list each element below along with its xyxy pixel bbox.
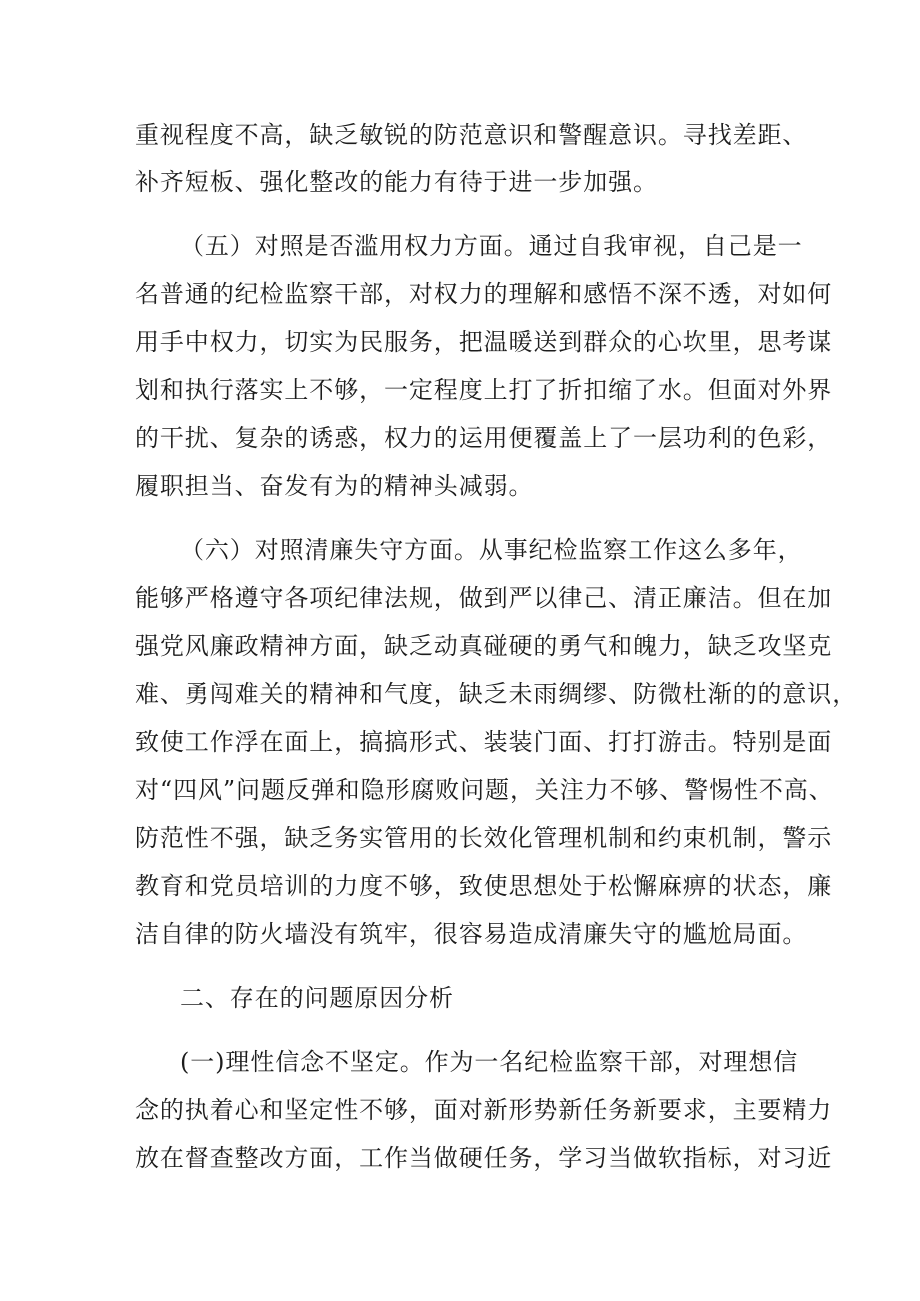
text-line: 对“四风”问题反弹和隐形腐败问题，关注力不够、警惕性不高、 bbox=[135, 776, 834, 804]
text-line: 名普通的纪检监察干部，对权力的理解和感悟不深不透，对如何 bbox=[135, 280, 833, 308]
paragraph-heading-line: (一)理性信念不坚定。作为一名纪检监察干部，对理想信 bbox=[180, 1048, 799, 1076]
text-line: 放在督查整改方面，工作当做硬任务，学习当做软指标，对习近 bbox=[135, 1144, 833, 1172]
paragraph-heading-line: （六）对照清廉失守方面。从事纪检监察工作这么多年， bbox=[180, 536, 803, 564]
text-line: 致使工作浮在面上，搞搞形式、装装门面、打打游击。特别是面 bbox=[135, 728, 833, 756]
text-line: 的干扰、复杂的诱惑，权力的运用便覆盖上了一层功利的色彩， bbox=[135, 424, 833, 452]
text-line: 重视程度不高，缺乏敏锐的防范意识和警醒意识。寻找差距、 bbox=[135, 121, 808, 149]
text-line: 防范性不强，缺乏务实管用的长效化管理机制和约束机制，警示 bbox=[135, 824, 833, 852]
text-line: 教育和党员培训的力度不够，致使思想处于松懈麻痹的状态，廉 bbox=[135, 872, 833, 900]
text-line: 划和执行落实上不够，一定程度上打了折扣缩了水。但面对外界 bbox=[135, 376, 833, 404]
text-line: 强党风廉政精神方面，缺乏动真碰硬的勇气和魄力，缺乏攻坚克 bbox=[135, 632, 833, 660]
text-line: 能够严格遵守各项纪律法规，做到严以律己、清正廉洁。但在加 bbox=[135, 584, 833, 612]
text-line: 难、勇闯难关的精神和气度，缺乏未雨绸缪、防微杜渐的的意识， bbox=[135, 680, 858, 708]
text-line: 洁自律的防火墙没有筑牢，很容易造成清廉失守的尴尬局面。 bbox=[135, 920, 808, 948]
text-line: 念的执着心和坚定性不够，面对新形势新任务新要求，主要精力 bbox=[135, 1096, 833, 1124]
text-line: 补齐短板、强化整改的能力有待于进一步加强。 bbox=[135, 168, 658, 196]
text-line: 履职担当、奋发有为的精神头减弱。 bbox=[135, 472, 534, 500]
text-line: 用手中权力，切实为民服务，把温暖送到群众的心坎里，思考谋 bbox=[135, 328, 833, 356]
paragraph-heading-line: （五）对照是否滥用权力方面。通过自我审视，自己是一 bbox=[180, 232, 803, 260]
section-heading: 二、存在的问题原因分析 bbox=[180, 984, 454, 1012]
